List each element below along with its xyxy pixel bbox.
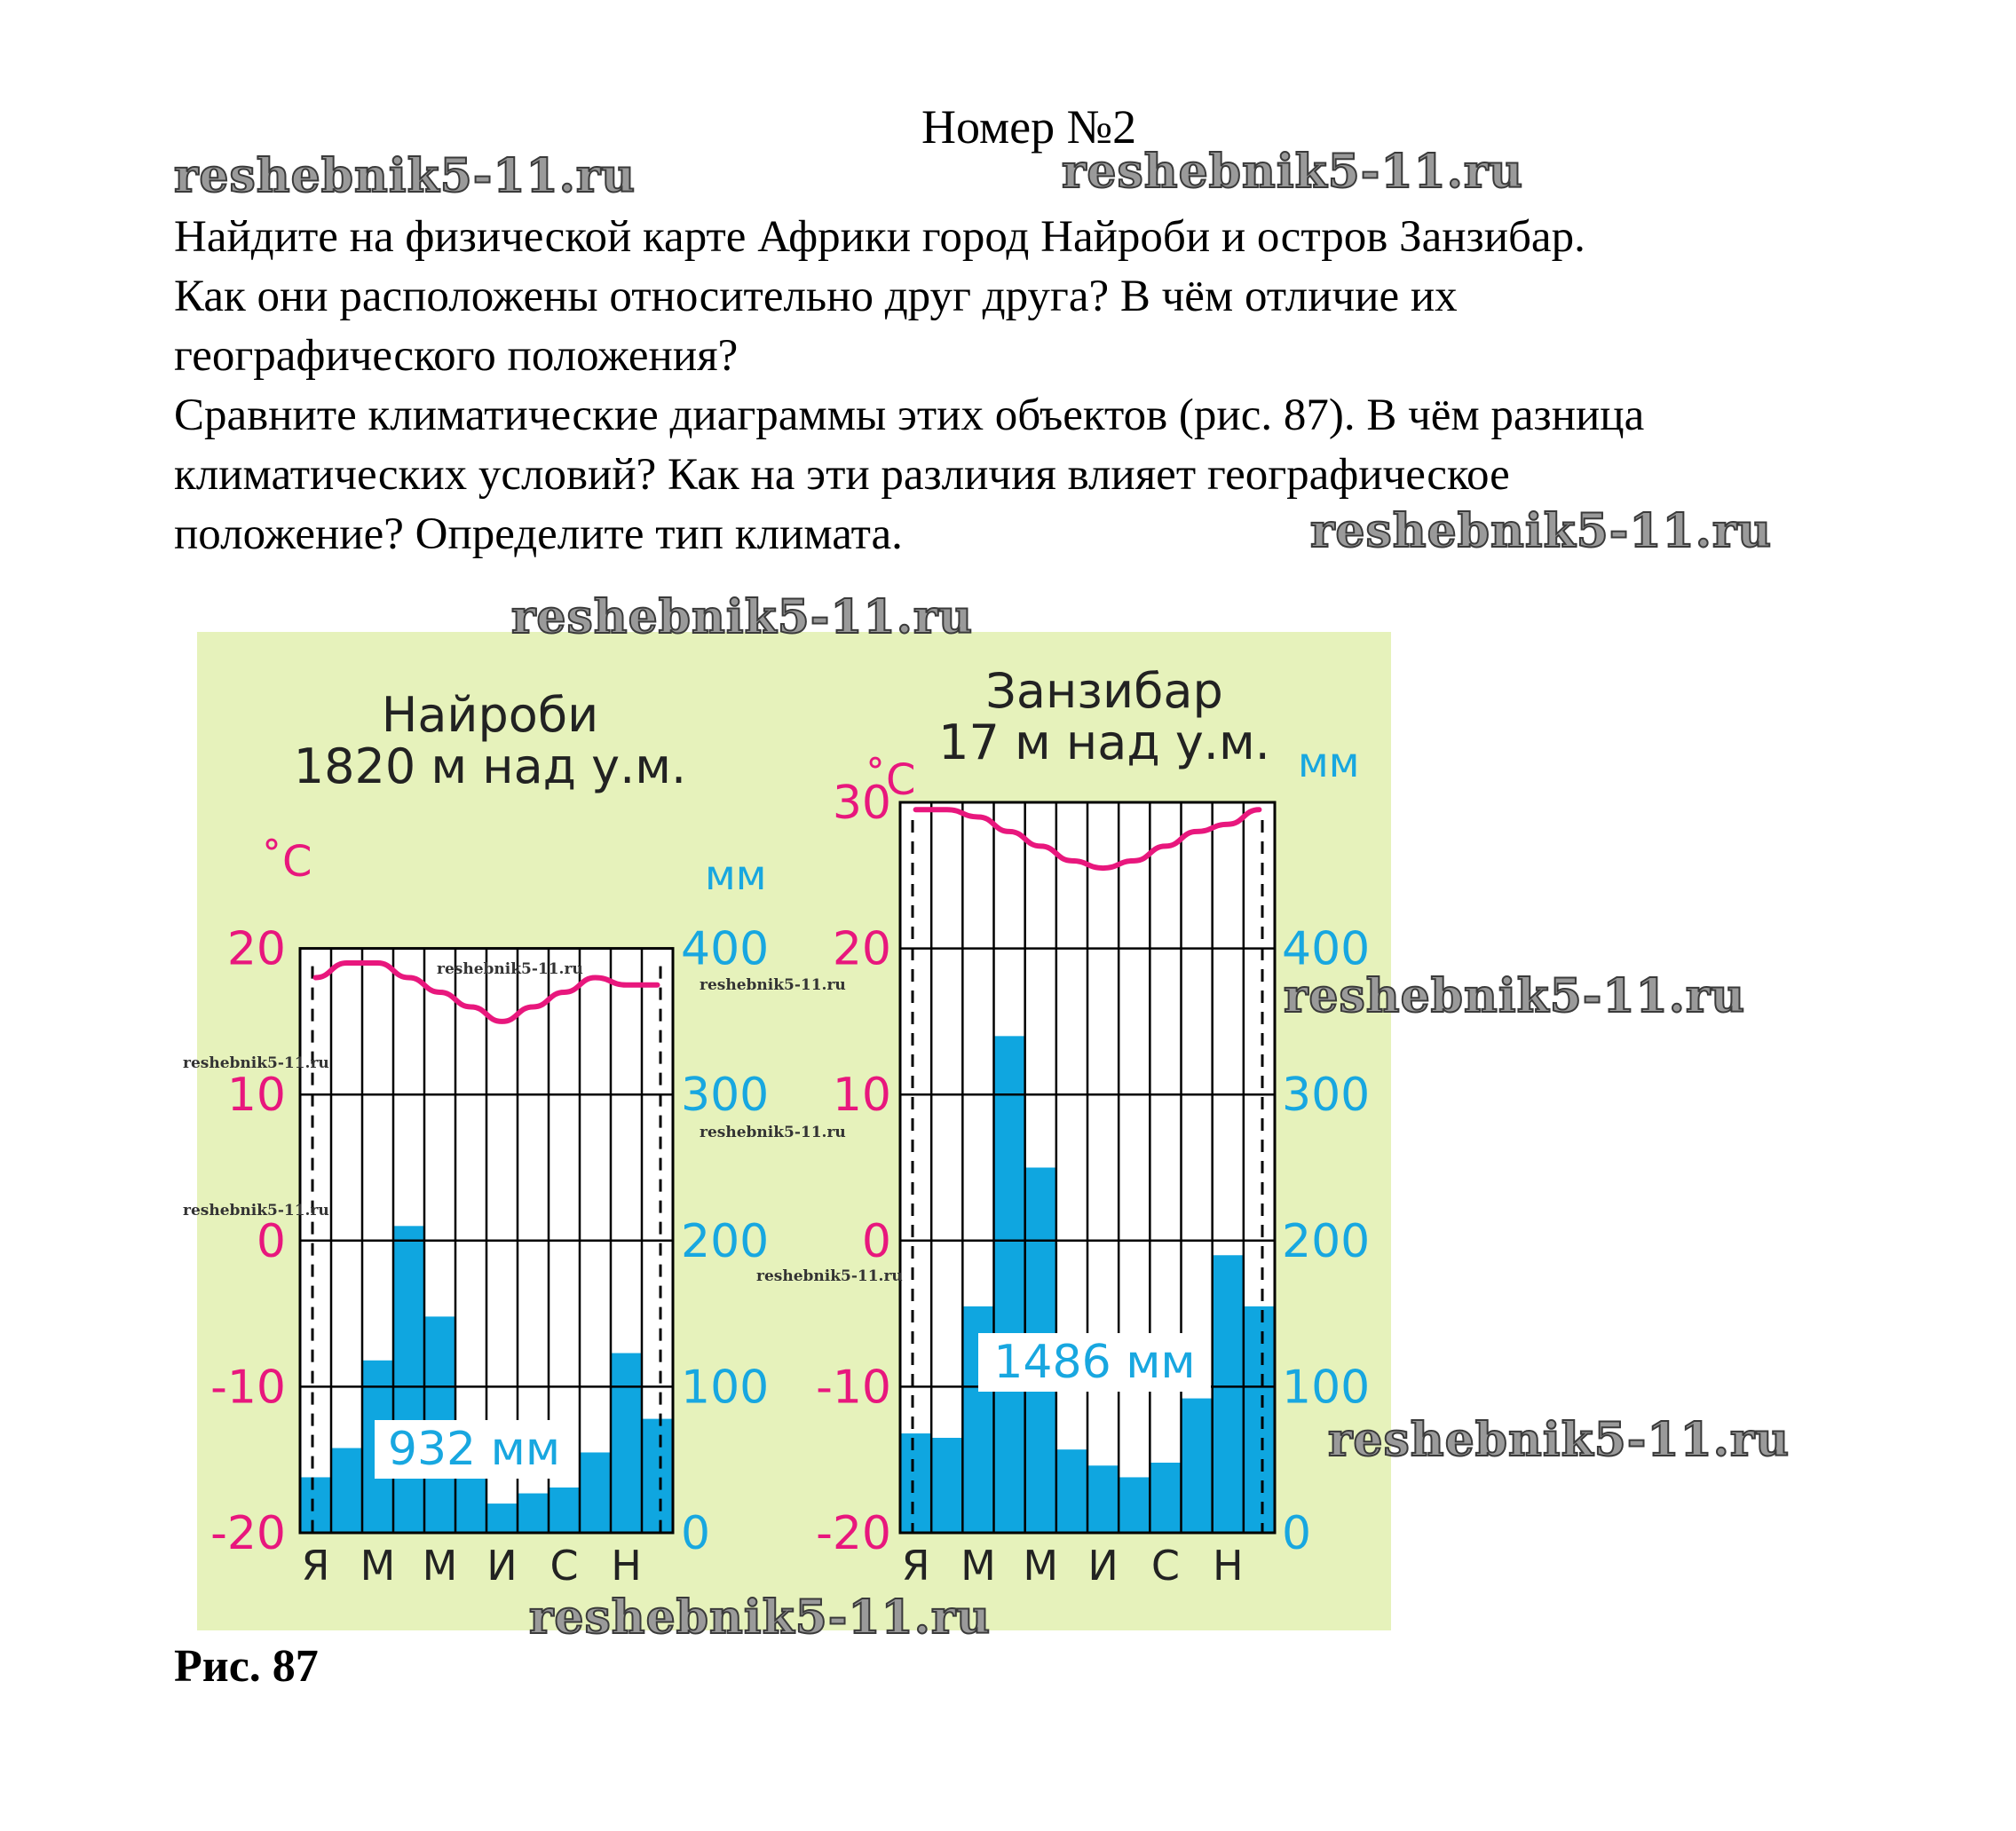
precipitation-bar <box>1119 1477 1150 1533</box>
page-title: Номер №2 <box>921 100 1137 154</box>
precipitation-unit-label: мм <box>1298 738 1360 786</box>
question-line: климатических условий? Как на эти различия влияет географическое <box>174 450 1510 500</box>
temperature-tick-label: 0 <box>861 1214 891 1268</box>
question-line: Найдите на физической карте Африки город Найроби и остров Занзибар. <box>174 212 1585 262</box>
precipitation-bar <box>994 1036 1025 1533</box>
figure-caption: Рис. 87 <box>174 1641 319 1692</box>
precipitation-bar <box>486 1503 518 1533</box>
temperature-tick-label: -20 <box>210 1507 286 1560</box>
watermark: reshebnik5-11.ru <box>700 976 846 994</box>
precipitation-bar <box>931 1438 962 1533</box>
precipitation-tick-label: 200 <box>1282 1214 1371 1268</box>
month-label: И <box>486 1542 518 1590</box>
temperature-tick-label: 0 <box>256 1214 286 1268</box>
temperature-tick-label: -10 <box>210 1361 286 1415</box>
precipitation-bar <box>300 1477 331 1533</box>
watermark: reshebnik5-11.ru <box>183 1054 329 1072</box>
month-label: И <box>1087 1542 1119 1590</box>
total-precipitation-label: 1486 мм <box>993 1336 1196 1389</box>
precipitation-bar <box>549 1488 580 1533</box>
chart-subtitle: 1820 м над у.м. <box>293 738 687 794</box>
temperature-tick-label: 20 <box>832 922 891 976</box>
month-label: М <box>422 1542 458 1590</box>
chart-title: Найроби <box>381 687 599 743</box>
precipitation-tick-label: 300 <box>1282 1069 1371 1123</box>
chart-title: Занзибар <box>985 663 1223 719</box>
chart-subtitle: 17 м над у.м. <box>938 714 1270 770</box>
temperature-tick-label: 10 <box>832 1069 891 1123</box>
month-label: М <box>1023 1542 1059 1590</box>
temperature-tick-label: -10 <box>816 1361 891 1415</box>
month-label: Я <box>901 1542 930 1590</box>
question-line: географического положения? <box>174 331 739 381</box>
precipitation-tick-label: 400 <box>681 922 770 976</box>
precipitation-bar <box>642 1419 673 1533</box>
watermark: reshebnik5-11.ru <box>1310 504 1773 558</box>
precipitation-tick-label: 100 <box>681 1361 770 1415</box>
month-label: С <box>1150 1542 1180 1590</box>
total-precipitation-label: 932 мм <box>387 1423 561 1476</box>
month-label: Н <box>611 1542 642 1590</box>
temperature-tick-label: 30 <box>832 777 891 830</box>
watermark: reshebnik5-11.ru <box>1328 1413 1791 1467</box>
precipitation-bar <box>900 1433 931 1533</box>
temperature-tick-label: 20 <box>226 922 286 976</box>
precipitation-bar <box>611 1354 642 1533</box>
watermark: reshebnik5-11.ru <box>700 1124 846 1141</box>
watermark: reshebnik5-11.ru <box>437 960 583 978</box>
temperature-unit-label: ˚С <box>865 755 916 805</box>
month-label: М <box>360 1542 396 1590</box>
temperature-unit-label: ˚С <box>261 837 312 887</box>
temperature-tick-label: 10 <box>226 1069 286 1123</box>
watermark: reshebnik5-11.ru <box>756 1267 903 1285</box>
precipitation-bar <box>1213 1255 1244 1533</box>
watermark: reshebnik5-11.ru <box>1284 969 1746 1023</box>
precipitation-tick-label: 0 <box>1282 1507 1312 1560</box>
precipitation-unit-label: мм <box>705 851 767 899</box>
precipitation-bar <box>1244 1306 1275 1533</box>
precipitation-tick-label: 400 <box>1282 922 1371 976</box>
precipitation-bar <box>331 1448 362 1533</box>
precipitation-tick-label: 0 <box>681 1507 711 1560</box>
question-line: Как они расположены относительно друг друга? В чём отличие их <box>174 272 1458 321</box>
question-line: положение? Определите тип климата. <box>174 509 903 559</box>
precipitation-bar <box>393 1226 424 1533</box>
temperature-tick-label: -20 <box>816 1507 891 1560</box>
month-label: С <box>549 1542 579 1590</box>
precipitation-bar <box>518 1494 549 1533</box>
question-line: Сравните климатические диаграммы этих объектов (рис. 87). В чём разница <box>174 391 1645 440</box>
precipitation-bar <box>580 1452 611 1533</box>
watermark: reshebnik5-11.ru <box>511 590 974 644</box>
precipitation-bar <box>1087 1465 1119 1533</box>
watermark: reshebnik5-11.ru <box>183 1202 329 1219</box>
watermark: reshebnik5-11.ru <box>1062 145 1524 199</box>
precipitation-bar <box>1150 1463 1181 1533</box>
month-label: Я <box>301 1542 330 1590</box>
precipitation-bar <box>1182 1399 1213 1533</box>
month-label: Н <box>1212 1542 1244 1590</box>
watermark: reshebnik5-11.ru <box>529 1590 992 1645</box>
precipitation-tick-label: 200 <box>681 1214 770 1268</box>
watermark: reshebnik5-11.ru <box>174 149 636 203</box>
precipitation-tick-label: 300 <box>681 1069 770 1123</box>
month-label: М <box>961 1542 996 1590</box>
precipitation-tick-label: 100 <box>1282 1361 1371 1415</box>
precipitation-bar <box>1056 1449 1087 1533</box>
